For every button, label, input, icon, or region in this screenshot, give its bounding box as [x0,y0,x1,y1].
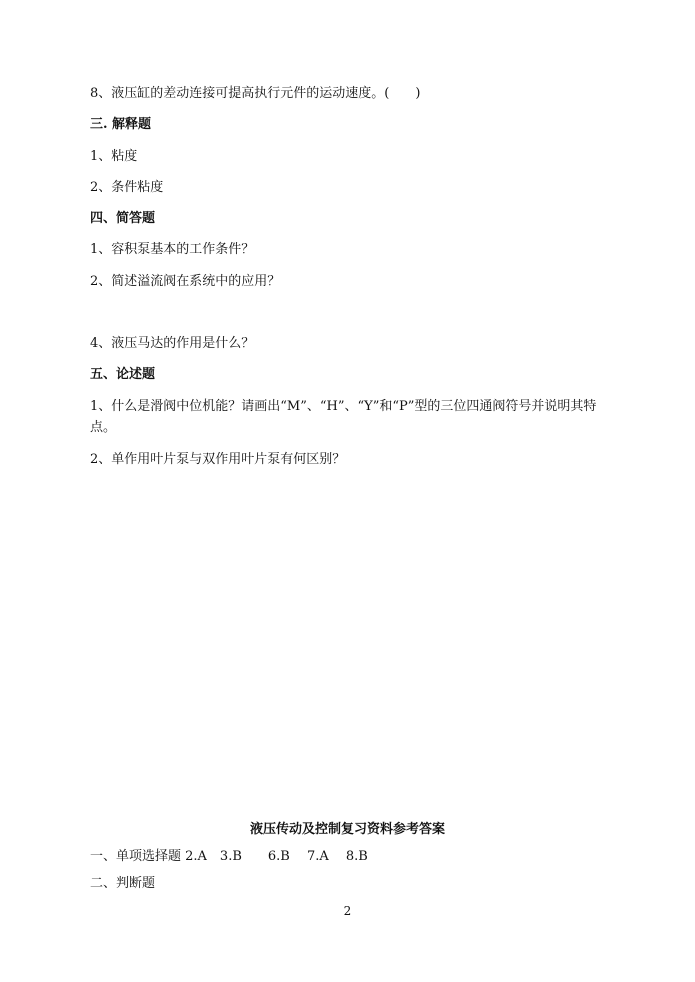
section-4-title: 四、简答题 [90,211,156,226]
section-3-item-1: 1、粘度 [90,149,138,164]
page-number: 2 [343,904,352,918]
answers-title: 液压传动及控制复习资料参考答案 [249,822,445,837]
question-8: 8、液压缸的差动连接可提高执行元件的运动速度。( ) [90,86,421,101]
section-4-item-1: 1、容积泵基本的工作条件？ [90,242,255,257]
answers-judgement: 二、判断题 [90,876,156,891]
section-5-title: 五、论述题 [90,367,156,382]
section-3-title: 三. 解释题 [90,117,152,132]
answers-single-choice: 一、单项选择题 2.A 3.B 6.B 7.A 8.B [90,849,368,864]
section-5-item-2: 2、单作用叶片泵与双作用叶片泵有何区别？ [90,452,346,467]
section-4-item-4: 4、液压马达的作用是什么？ [90,336,255,351]
section-5-item-1: 1、什么是滑阀中位机能？请画出“M”、“H”、“Y”和“P”型的三位四通阀符号并说明其特点。 [90,399,597,435]
section-3-item-2: 2、条件粘度 [90,180,164,195]
section-4-item-2: 2、简述溢流阀在系统中的应用？ [90,274,281,289]
